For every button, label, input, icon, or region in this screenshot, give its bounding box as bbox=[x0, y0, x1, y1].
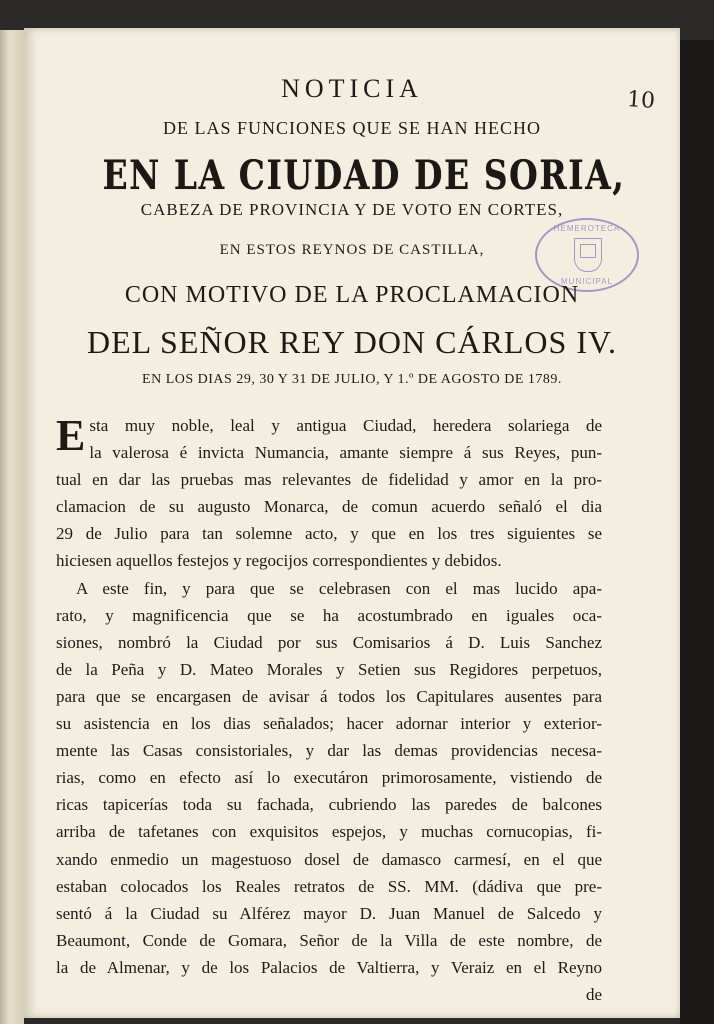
document-page bbox=[24, 28, 680, 1018]
text-line: arriba de tafetanes con exquisitos espejos, y muchas cornucopias, fi- bbox=[56, 822, 602, 842]
stamp-bottom-text: MUNICIPAL bbox=[561, 277, 613, 286]
title-funciones: DE LAS FUNCIONES QUE SE HAN HECHO bbox=[162, 118, 541, 138]
text-line: de la Peña y D. Mateo Morales y Setien sus Regidores perpetuos, bbox=[56, 659, 602, 679]
text-line: su asistencia en los dias señalados; hacer adornar interior y exterior- bbox=[56, 714, 602, 734]
text-line: xando enmedio un magestuoso dosel de damasco carmesí, en el que bbox=[56, 849, 602, 869]
title-cabeza: CABEZA DE PROVINCIA Y DE VOTO EN CORTES, bbox=[140, 200, 564, 219]
paragraph-1 bbox=[56, 412, 602, 575]
body-text bbox=[56, 412, 602, 1008]
text-line: 29 de Julio para tan solemne acto, y que en los tres siguientes se bbox=[56, 524, 602, 544]
title-noticia: NOTICIA bbox=[281, 74, 423, 103]
text-line: A este fin, y para que se celebrasen con el mas lucido apa- bbox=[76, 578, 602, 598]
catchword: de bbox=[585, 984, 602, 1004]
title-motivo: CON MOTIVO DE LA PROCLAMACION bbox=[124, 282, 580, 308]
title-ciudad: EN LA CIUDAD DE SORIA, bbox=[102, 152, 626, 199]
title-reynos: EN ESTOS REYNOS DE CASTILLA, bbox=[219, 242, 485, 258]
text-line: sentó á la Ciudad su Alférez mayor D. Juan Manuel de Salcedo y bbox=[56, 903, 602, 923]
text-line: ricas tapicerías toda su fachada, cubriendo las paredes de balcones bbox=[56, 795, 602, 815]
text-line: rato, y magnificencia que se ha acostumbrado en iguales oca- bbox=[56, 605, 602, 625]
text-line: rias, como en efecto así lo executáron primorosamente, vistiendo de bbox=[56, 768, 602, 788]
text-line: mente las Casas consistoriales, y dar las demas providencias necesa- bbox=[56, 741, 602, 761]
text-line: hiciesen aquellos festejos y regocijos correspondientes y debidos. bbox=[56, 551, 502, 571]
folio-number: 10 bbox=[626, 87, 656, 114]
text-line: sta muy noble, leal y antigua Ciudad, heredera solariega de bbox=[89, 416, 602, 435]
title-dates: EN LOS DIAS 29, 30 Y 31 DE JULIO, Y 1.º DE AGOSTO DE 1789. bbox=[142, 372, 562, 387]
text-line: estaban colocados los Reales retratos de SS. MM. (dádiva que pre- bbox=[56, 876, 602, 896]
drop-cap: E bbox=[56, 411, 86, 460]
text-line: tual en dar las pruebas mas relevantes de fidelidad y amor en la pro- bbox=[56, 470, 602, 490]
text-line: siones, nombró la Ciudad por sus Comisarios á D. Luis Sanchez bbox=[56, 632, 602, 652]
scan-background-strip bbox=[680, 40, 714, 1024]
text-line: la valerosa é invicta Numancia, amante siempre á sus Reyes, pun- bbox=[89, 443, 602, 463]
stamp-top-text: HEMEROTECA bbox=[553, 224, 621, 233]
text-line: la de Almenar, y de los Palacios de Valtierra, y Veraiz en el Reyno bbox=[56, 957, 602, 977]
text-line: clamacion de su augusto Monarca, de comun acuerdo señaló el dia bbox=[56, 497, 602, 517]
title-rey: DEL SEÑOR REY DON CÁRLOS IV. bbox=[87, 324, 617, 360]
paragraph-2 bbox=[56, 575, 602, 981]
book-gutter-edge bbox=[0, 30, 24, 1024]
text-line: Beaumont, Conde de Gomara, Señor de la Villa de este nombre, de bbox=[56, 930, 602, 950]
text-line: para que se encargasen de avisar á todos los Capitulares ausentes para bbox=[56, 686, 602, 706]
